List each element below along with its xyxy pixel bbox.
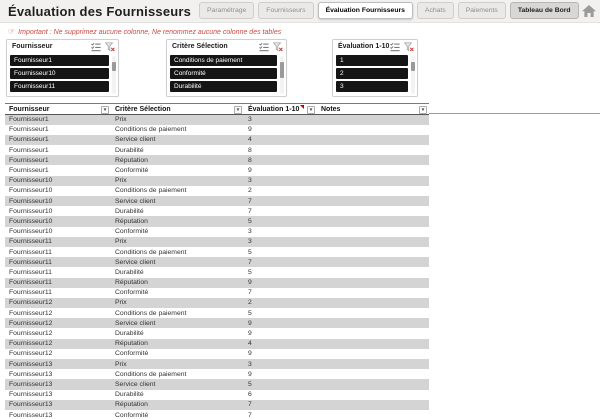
table-row bbox=[5, 298, 429, 308]
table-body bbox=[5, 115, 429, 419]
table-cell[interactable]: Fournisseur12 bbox=[5, 318, 111, 328]
table-cell[interactable]: 3 bbox=[244, 237, 317, 247]
table-row bbox=[5, 247, 429, 257]
table-cell[interactable] bbox=[317, 135, 429, 145]
table-cell[interactable]: Fournisseur10 bbox=[9, 207, 53, 215]
slicer-item-list bbox=[336, 55, 408, 94]
table-cell[interactable]: 9 bbox=[248, 167, 252, 175]
table-cell[interactable] bbox=[317, 206, 429, 216]
table-cell[interactable]: Prix bbox=[111, 176, 244, 186]
top-nav-bar bbox=[0, 0, 600, 23]
tab-paiements[interactable]: Paiements bbox=[458, 2, 506, 19]
table-cell[interactable]: 9 bbox=[248, 126, 252, 134]
table-cell[interactable]: 7 bbox=[248, 411, 252, 419]
table-row bbox=[5, 135, 429, 145]
table-cell[interactable]: Fournisseur13 bbox=[5, 359, 111, 369]
table-row bbox=[5, 186, 429, 196]
table-cell[interactable]: 5 bbox=[248, 268, 252, 276]
table-cell[interactable]: 3 bbox=[244, 359, 317, 369]
slicer-item-fournisseur11[interactable]: Fournisseur11 bbox=[10, 81, 109, 92]
table-row bbox=[5, 165, 429, 175]
slicer-scrollbar[interactable] bbox=[112, 56, 116, 94]
table-cell[interactable]: Prix bbox=[111, 237, 244, 247]
table-cell[interactable]: 3 bbox=[248, 228, 252, 236]
table-cell[interactable] bbox=[317, 349, 429, 359]
table-cell[interactable]: Durabilité bbox=[115, 330, 144, 338]
filter-dropdown-button[interactable]: ▾ bbox=[307, 106, 315, 114]
table-cell[interactable]: 9 bbox=[248, 370, 252, 378]
filter-dropdown-button[interactable]: ▾ bbox=[234, 106, 242, 114]
table-cell[interactable]: Réputation bbox=[111, 400, 244, 410]
slicer-scrollbar[interactable] bbox=[280, 56, 284, 94]
column-header-fournisseur: Fournisseur ▾ bbox=[5, 104, 111, 115]
table-cell[interactable] bbox=[317, 267, 429, 277]
table-cell[interactable]: Fournisseur12 bbox=[9, 309, 53, 317]
table-row bbox=[5, 278, 429, 288]
slicer-header-icons bbox=[390, 42, 414, 52]
slicer-item-fournisseur10[interactable]: Fournisseur10 bbox=[10, 68, 109, 79]
table-cell[interactable]: 6 bbox=[248, 391, 252, 399]
table-cell[interactable] bbox=[317, 165, 429, 175]
table-cell[interactable]: 9 bbox=[248, 330, 252, 338]
table-row bbox=[5, 125, 429, 135]
table-cell[interactable]: Fournisseur12 bbox=[5, 298, 111, 308]
slicer-header-icons bbox=[259, 42, 283, 52]
table-cell[interactable]: Conditions de paiement bbox=[115, 370, 187, 378]
table-cell[interactable]: Fournisseur1 bbox=[5, 135, 111, 145]
table-cell[interactable]: Service client bbox=[111, 135, 244, 145]
table-cell[interactable] bbox=[317, 247, 429, 257]
table-cell[interactable]: Fournisseur10 bbox=[5, 196, 111, 206]
table-cell[interactable]: Fournisseur10 bbox=[5, 176, 111, 186]
table-cell[interactable] bbox=[317, 400, 429, 410]
table-cell[interactable]: 8 bbox=[248, 146, 252, 154]
table-cell[interactable]: Fournisseur12 bbox=[9, 330, 53, 338]
slicer-item-2[interactable]: 2 bbox=[336, 68, 408, 79]
table-cell[interactable]: Conditions de paiement bbox=[115, 126, 187, 134]
slicer-fournisseur bbox=[6, 39, 119, 97]
table-row bbox=[5, 410, 429, 419]
slicer-title: Fournisseur bbox=[12, 43, 53, 50]
clear-filter-icon[interactable] bbox=[404, 42, 414, 52]
table-cell[interactable] bbox=[317, 216, 429, 226]
table-cell[interactable]: Réputation bbox=[111, 216, 244, 226]
table-cell[interactable]: Fournisseur13 bbox=[5, 379, 111, 389]
table-row bbox=[5, 257, 429, 267]
tab-achats[interactable]: Achats bbox=[417, 2, 454, 19]
table-cell[interactable]: 7 bbox=[248, 289, 252, 297]
table-cell[interactable]: Conformité bbox=[115, 289, 149, 297]
table-cell[interactable]: Fournisseur11 bbox=[5, 257, 111, 267]
table-header bbox=[5, 104, 429, 115]
column-header-notes: Notes ▾ bbox=[317, 104, 429, 115]
table-cell[interactable]: 5 bbox=[244, 379, 317, 389]
table-cell[interactable]: Fournisseur11 bbox=[5, 278, 111, 288]
header-underline-extension bbox=[429, 113, 600, 114]
tab-evaluation-fournisseurs[interactable]: Évaluation Fournisseurs bbox=[318, 2, 413, 19]
table-cell[interactable]: 4 bbox=[244, 339, 317, 349]
table-cell[interactable] bbox=[317, 369, 429, 379]
table-cell[interactable]: 5 bbox=[244, 216, 317, 226]
slicer-header-icons bbox=[91, 42, 115, 52]
slicer-header bbox=[167, 40, 286, 54]
table-cell[interactable] bbox=[317, 125, 429, 135]
nav-tabs bbox=[199, 2, 579, 19]
slicer-item-durabilite[interactable]: Durabilité bbox=[170, 81, 277, 92]
table-cell[interactable]: Service client bbox=[111, 196, 244, 206]
table-cell[interactable] bbox=[317, 379, 429, 389]
slicer-item-conditions-de-paiement[interactable]: Conditions de paiement bbox=[170, 55, 277, 66]
table-cell[interactable]: Fournisseur1 bbox=[9, 167, 49, 175]
table-cell[interactable] bbox=[317, 237, 429, 247]
table-cell[interactable]: Service client bbox=[111, 257, 244, 267]
column-header-evaluation-1-10: Évaluation 1-10 ▾ bbox=[244, 104, 317, 115]
table-cell[interactable]: Conformité bbox=[115, 167, 149, 175]
table-cell[interactable]: 2 bbox=[244, 298, 317, 308]
table-cell[interactable] bbox=[317, 227, 429, 237]
table-cell[interactable]: 5 bbox=[248, 248, 252, 256]
slicer-evaluation-1-10 bbox=[332, 39, 418, 97]
slicer-item-list bbox=[170, 55, 277, 94]
slicer-scrollbar-thumb[interactable] bbox=[112, 62, 116, 71]
tab-fournisseurs[interactable]: Fournisseurs bbox=[258, 2, 313, 19]
table-cell[interactable]: Conformité bbox=[115, 228, 149, 236]
slicer-item-1[interactable]: 1 bbox=[336, 55, 408, 66]
table-cell[interactable]: Conformité bbox=[115, 411, 149, 419]
slicer-scrollbar[interactable] bbox=[411, 56, 415, 94]
column-header-critere-selection: Critère Sélection ▾ bbox=[111, 104, 244, 115]
table-row bbox=[5, 288, 429, 298]
tab-parametrage[interactable]: Paramétrage bbox=[199, 2, 254, 19]
multi-select-icon[interactable] bbox=[390, 42, 400, 52]
table-cell[interactable]: Fournisseur1 bbox=[5, 115, 111, 125]
slicer-item-3[interactable]: 3 bbox=[336, 81, 408, 92]
table-row bbox=[5, 328, 429, 338]
table-cell[interactable]: Service client bbox=[111, 318, 244, 328]
table-row bbox=[5, 308, 429, 318]
table-cell[interactable]: 3 bbox=[244, 176, 317, 186]
slicer-title: Évaluation 1-10 bbox=[338, 43, 390, 50]
warning-text: Important : Ne supprimez aucune colonne, Ne renommez aucune colonne des tables bbox=[18, 29, 282, 36]
table-cell[interactable] bbox=[317, 278, 429, 288]
table-cell[interactable]: 7 bbox=[248, 207, 252, 215]
table-cell[interactable]: Durabilité bbox=[115, 391, 144, 399]
clear-filter-icon[interactable] bbox=[273, 42, 283, 52]
table-cell[interactable]: 3 bbox=[244, 115, 317, 125]
table-cell[interactable]: Fournisseur10 bbox=[9, 187, 53, 195]
table-row bbox=[5, 237, 429, 247]
table-cell[interactable]: Fournisseur11 bbox=[5, 237, 111, 247]
table-row bbox=[5, 155, 429, 165]
table-cell[interactable]: 9 bbox=[244, 278, 317, 288]
table-row bbox=[5, 267, 429, 277]
filter-dropdown-button[interactable]: ▾ bbox=[101, 106, 109, 114]
comment-marker-icon bbox=[300, 105, 304, 109]
table-cell[interactable]: Fournisseur1 bbox=[9, 146, 49, 154]
table-cell[interactable]: Fournisseur11 bbox=[9, 268, 52, 276]
table-cell[interactable]: 7 bbox=[244, 400, 317, 410]
table-cell[interactable]: Fournisseur12 bbox=[9, 350, 53, 358]
table-row bbox=[5, 400, 429, 410]
table-cell[interactable]: Durabilité bbox=[115, 268, 144, 276]
table-cell[interactable]: 9 bbox=[248, 350, 252, 358]
table-cell[interactable]: Fournisseur10 bbox=[5, 216, 111, 226]
table-cell[interactable]: Prix bbox=[111, 359, 244, 369]
table-cell[interactable]: Conditions de paiement bbox=[115, 187, 187, 195]
table-cell[interactable]: Fournisseur1 bbox=[5, 155, 111, 165]
table-cell[interactable] bbox=[317, 328, 429, 338]
slicer-scrollbar-thumb[interactable] bbox=[280, 62, 284, 78]
table-cell[interactable]: 9 bbox=[244, 318, 317, 328]
table-cell[interactable] bbox=[317, 308, 429, 318]
slicer-critere-selection bbox=[166, 39, 287, 97]
warning-notice bbox=[8, 27, 281, 36]
table-cell[interactable]: Fournisseur11 bbox=[9, 248, 52, 256]
table-cell[interactable]: Réputation bbox=[111, 278, 244, 288]
filter-dropdown-button[interactable]: ▾ bbox=[419, 106, 427, 114]
table-row bbox=[5, 318, 429, 328]
table-cell[interactable] bbox=[317, 390, 429, 400]
table-cell[interactable] bbox=[317, 359, 429, 369]
table-cell[interactable]: 7 bbox=[244, 196, 317, 206]
table-cell[interactable]: Conditions de paiement bbox=[115, 309, 187, 317]
home-icon[interactable] bbox=[581, 3, 597, 19]
table-cell[interactable]: Réputation bbox=[111, 155, 244, 165]
table-row bbox=[5, 369, 429, 379]
table-cell[interactable] bbox=[317, 257, 429, 267]
table-cell[interactable]: Conditions de paiement bbox=[115, 248, 187, 256]
table-row bbox=[5, 145, 429, 155]
table-cell[interactable] bbox=[317, 298, 429, 308]
table-cell[interactable]: Fournisseur13 bbox=[9, 370, 53, 378]
table-row bbox=[5, 206, 429, 216]
table-cell[interactable]: Fournisseur13 bbox=[9, 391, 53, 399]
table-cell[interactable]: Fournisseur13 bbox=[9, 411, 53, 419]
table-cell[interactable]: 2 bbox=[248, 187, 252, 195]
pointing-hand-icon: ☞ bbox=[8, 27, 16, 36]
table-cell[interactable]: 4 bbox=[244, 135, 317, 145]
multi-select-icon[interactable] bbox=[91, 42, 101, 52]
evaluation-table bbox=[5, 103, 429, 419]
table-row bbox=[5, 115, 429, 125]
table-cell[interactable] bbox=[317, 288, 429, 298]
table-cell[interactable] bbox=[317, 186, 429, 196]
clear-filter-icon[interactable] bbox=[105, 42, 115, 52]
slicer-header bbox=[333, 40, 417, 54]
table-cell[interactable] bbox=[317, 155, 429, 165]
table-cell[interactable]: Conformité bbox=[115, 350, 149, 358]
table-cell[interactable]: 5 bbox=[248, 309, 252, 317]
slicer-title: Critère Sélection bbox=[172, 43, 228, 50]
table-row bbox=[5, 359, 429, 369]
tab-tableau-de-bord[interactable]: Tableau de Bord bbox=[510, 2, 579, 19]
table-cell[interactable]: Durabilité bbox=[115, 207, 144, 215]
slicer-item-conformite[interactable]: Conformité bbox=[170, 68, 277, 79]
table-cell[interactable]: Fournisseur12 bbox=[5, 339, 111, 349]
multi-select-icon[interactable] bbox=[259, 42, 269, 52]
table-cell[interactable] bbox=[317, 339, 429, 349]
slicer-header bbox=[7, 40, 118, 54]
table-row bbox=[5, 227, 429, 237]
slicer-item-list bbox=[10, 55, 109, 94]
table-row bbox=[5, 216, 429, 226]
slicer-scrollbar-thumb[interactable] bbox=[411, 62, 415, 71]
table-cell[interactable]: Service client bbox=[111, 379, 244, 389]
table-row bbox=[5, 196, 429, 206]
slicer-item-fournisseur1[interactable]: Fournisseur1 bbox=[10, 55, 109, 66]
table-cell[interactable]: Fournisseur10 bbox=[9, 228, 53, 236]
table-cell[interactable]: Fournisseur13 bbox=[5, 400, 111, 410]
table-cell[interactable]: Durabilité bbox=[115, 146, 144, 154]
table-cell[interactable] bbox=[317, 145, 429, 155]
table-cell[interactable]: Prix bbox=[111, 115, 244, 125]
table-cell[interactable] bbox=[317, 318, 429, 328]
table-row bbox=[5, 390, 429, 400]
table-cell[interactable]: 7 bbox=[244, 257, 317, 267]
table-cell[interactable] bbox=[317, 410, 429, 419]
table-cell[interactable]: Réputation bbox=[111, 339, 244, 349]
table-cell[interactable] bbox=[317, 196, 429, 206]
table-cell[interactable] bbox=[317, 115, 429, 125]
table-row bbox=[5, 349, 429, 359]
table-cell[interactable]: Fournisseur11 bbox=[9, 289, 52, 297]
table-row bbox=[5, 339, 429, 349]
table-cell[interactable] bbox=[317, 176, 429, 186]
table-cell[interactable]: Prix bbox=[111, 298, 244, 308]
table-row bbox=[5, 176, 429, 186]
page-title: Évaluation des Fournisseurs bbox=[8, 4, 192, 19]
table-row bbox=[5, 379, 429, 389]
table-cell[interactable]: 8 bbox=[244, 155, 317, 165]
table-cell[interactable]: Fournisseur1 bbox=[9, 126, 49, 134]
